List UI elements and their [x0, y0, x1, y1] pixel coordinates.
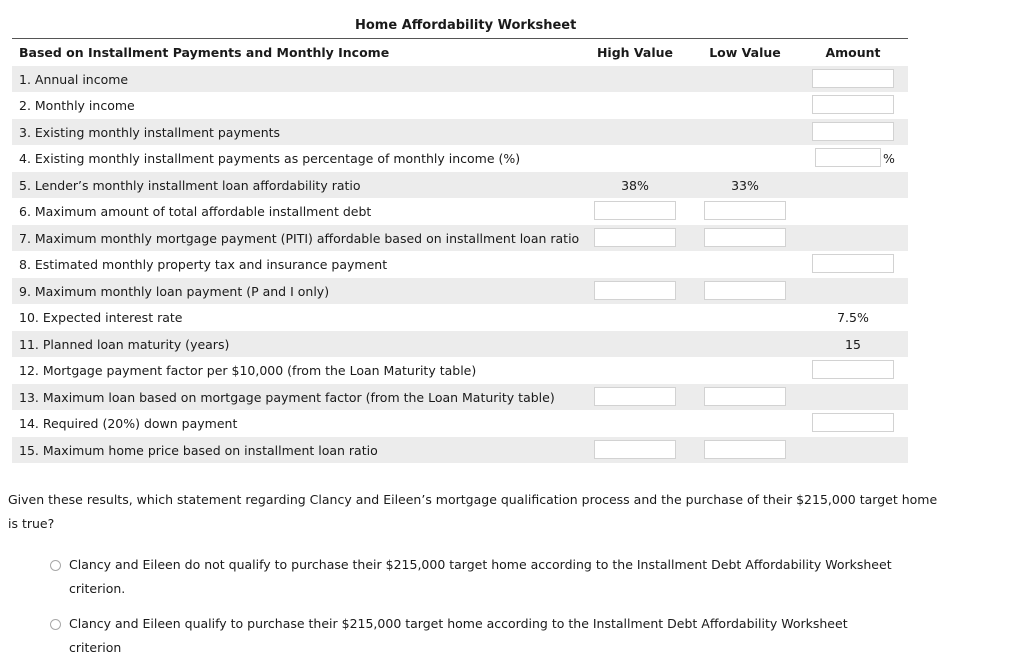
question-text: Given these results, which statement regarding Clancy and Eileen’s mortgage qualification process and the purchase of their $215,000 target home is true? — [8, 492, 938, 531]
row-max-installment-debt — [12, 198, 908, 225]
row-affordability-ratio — [12, 172, 908, 199]
row-label: 15. Maximum home price based on installment loan ratio — [19, 442, 378, 458]
section-header: Based on Installment Payments and Monthly Income — [19, 45, 390, 60]
radio-button[interactable] — [50, 619, 61, 630]
affordability-low-value: 33% — [731, 177, 759, 193]
row-annual-income — [12, 66, 908, 93]
max-debt-low-input[interactable] — [704, 201, 786, 220]
row-label: 6. Maximum amount of total affordable installment debt — [19, 204, 372, 219]
answer-option-label: Clancy and Eileen do not qualify to purchase their $215,000 target home according to the Installment Debt Affordability Worksheet criterion. — [69, 557, 892, 596]
max-loan-high-input[interactable] — [594, 387, 676, 406]
worksheet-table — [12, 38, 908, 463]
amount-header: Amount — [825, 45, 881, 60]
row-down-payment — [12, 410, 908, 437]
radio-button[interactable] — [50, 560, 61, 571]
annual-income-amount-input[interactable] — [812, 69, 894, 88]
percent-unit: % — [883, 151, 895, 166]
row-label: 9. Maximum monthly loan payment (P and I only) — [19, 283, 330, 299]
row-label: 8. Estimated monthly property tax and insurance payment — [19, 257, 388, 272]
max-piti-low-input[interactable] — [704, 228, 786, 247]
max-home-price-high-input[interactable] — [594, 440, 676, 459]
row-existing-installments — [12, 119, 908, 146]
row-installment-percentage — [12, 145, 908, 172]
row-loan-maturity — [12, 331, 908, 358]
low-value-header: Low Value — [709, 45, 781, 60]
row-label: 13. Maximum loan based on mortgage payment factor (from the Loan Maturity table) — [19, 389, 555, 405]
affordability-high-value: 38% — [621, 177, 649, 193]
max-piti-high-input[interactable] — [594, 228, 676, 247]
row-label: 5. Lender’s monthly installment loan affordability ratio — [19, 177, 361, 193]
existing-installments-amount-input[interactable] — [812, 122, 894, 141]
row-max-loan — [12, 384, 908, 411]
max-pi-low-input[interactable] — [704, 281, 786, 300]
row-max-home-price — [12, 437, 908, 464]
row-label: 1. Annual income — [19, 71, 129, 87]
row-label: 12. Mortgage payment factor per $10,000 (from the Loan Maturity table) — [19, 363, 477, 378]
row-label: 2. Monthly income — [19, 98, 135, 113]
row-payment-factor — [12, 357, 908, 384]
answer-option-label: Clancy and Eileen qualify to purchase their $215,000 target home according to the Installment Debt Affordability Worksheet criterion — [69, 616, 848, 655]
row-label: 10. Expected interest rate — [19, 310, 183, 325]
row-monthly-income — [12, 92, 908, 119]
max-loan-low-input[interactable] — [704, 387, 786, 406]
loan-maturity-value: 15 — [845, 336, 861, 352]
payment-factor-amount-input[interactable] — [812, 360, 894, 379]
max-pi-high-input[interactable] — [594, 281, 676, 300]
down-payment-amount-input[interactable] — [812, 413, 894, 432]
row-label: 14. Required (20%) down payment — [19, 416, 238, 431]
header-row — [12, 39, 908, 66]
row-label: 3. Existing monthly installment payments — [19, 124, 281, 140]
row-max-mortgage-payment — [12, 225, 908, 252]
row-interest-rate — [12, 304, 908, 331]
worksheet-title: Home Affordability Worksheet — [355, 18, 577, 33]
high-value-header: High Value — [596, 45, 674, 60]
row-property-tax-insurance — [12, 251, 908, 278]
property-tax-amount-input[interactable] — [812, 254, 894, 273]
interest-rate-value: 7.5% — [837, 310, 869, 325]
max-debt-high-input[interactable] — [594, 201, 676, 220]
monthly-income-amount-input[interactable] — [812, 95, 894, 114]
row-max-loan-payment — [12, 278, 908, 305]
row-label: 4. Existing monthly installment payments as percentage of monthly income (%) — [19, 151, 521, 166]
max-home-price-low-input[interactable] — [704, 440, 786, 459]
row-label: 11. Planned loan maturity (years) — [19, 336, 230, 352]
row-label: 7. Maximum monthly mortgage payment (PITI) affordable based on installment loan ratio — [19, 230, 580, 246]
installment-percentage-input[interactable] — [815, 148, 881, 167]
